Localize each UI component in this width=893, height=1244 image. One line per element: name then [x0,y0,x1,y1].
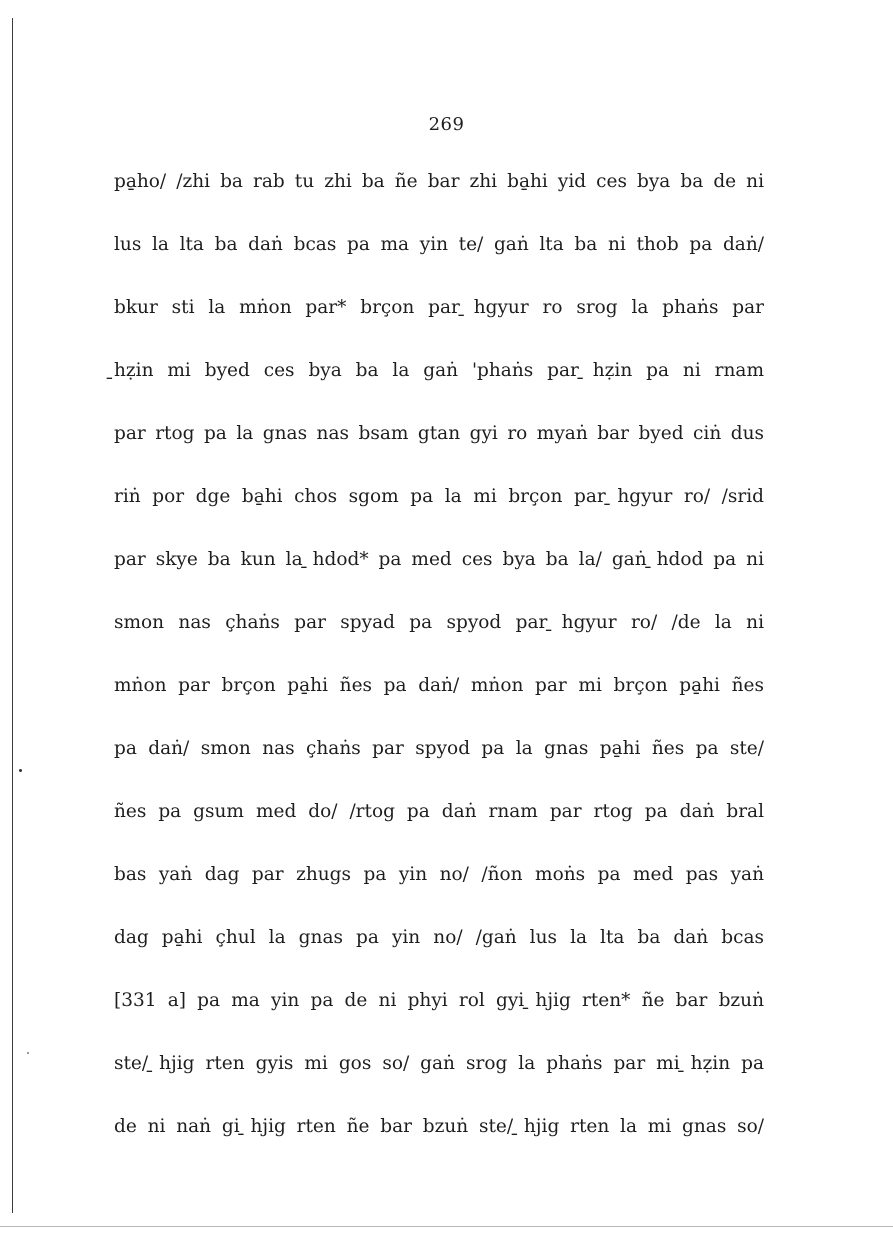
text-line: bas yaṅ dag par zhugs pa yin no/ /ñon moṅs pa med pas yaṅ [114,864,764,885]
text-line: riṅ por dge ba̱hi chos sgom pa la mi brçon par ̱hgyur ro/ /srid [114,486,764,507]
text-body [114,166,764,1174]
text-line: par skye ba kun la ̱hdod* pa med ces bya ba la/ gaṅ ̱hdod pa ni [114,549,764,570]
text-line: ̱hẓin mi byed ces bya ba la gaṅ 'phaṅs par ̱hẓin pa ni rnam [114,360,764,381]
text-line: ñes pa gsum med do/ /rtog pa daṅ rnam par rtog pa daṅ bral [114,801,764,822]
scan-speck [27,1052,29,1054]
text-line: dag pa̱hi çhul la gnas pa yin no/ /gaṅ lus la lta ba daṅ bcas [114,927,764,948]
text-line: ste/ ̱hjig rten gyis mi gos so/ gaṅ srog la phaṅs par mi ̱hẓin pa [114,1053,764,1074]
left-margin-rule [12,18,13,1213]
text-line: mṅon par brçon pa̱hi ñes pa daṅ/ mṅon par mi brçon pa̱hi ñes [114,675,764,696]
text-line: pa daṅ/ smon nas çhaṅs par spyod pa la gnas pa̱hi ñes pa ste/ [114,738,764,759]
page-number: 269 [428,114,465,135]
text-line: lus la lta ba daṅ bcas pa ma yin te/ gaṅ lta ba ni thob pa daṅ/ [114,234,764,255]
text-line: [331 a] pa ma yin pa de ni phyi rol gyi ̱hjig rten* ñe bar bzuṅ [114,990,764,1011]
text-line: pa̱ho/ /zhi ba rab tu zhi ba ñe bar zhi ba̱hi yid ces bya ba de ni [114,171,764,192]
text-line: de ni naṅ gi ̱hjig rten ñe bar bzuṅ ste/ ̱hjig rten la mi gnas so/ [114,1116,764,1137]
text-line: par rtog pa la gnas nas bsam gtan gyi ro myaṅ bar byed ciṅ dus [114,423,764,444]
bottom-edge-rule [0,1226,893,1227]
text-line: bkur sti la mṅon par* brçon par ̱hgyur ro srog la phaṅs par [114,297,764,318]
text-line: smon nas çhaṅs par spyad pa spyod par ̱hgyur ro/ /de la ni [114,612,764,633]
scan-speck [19,769,22,772]
